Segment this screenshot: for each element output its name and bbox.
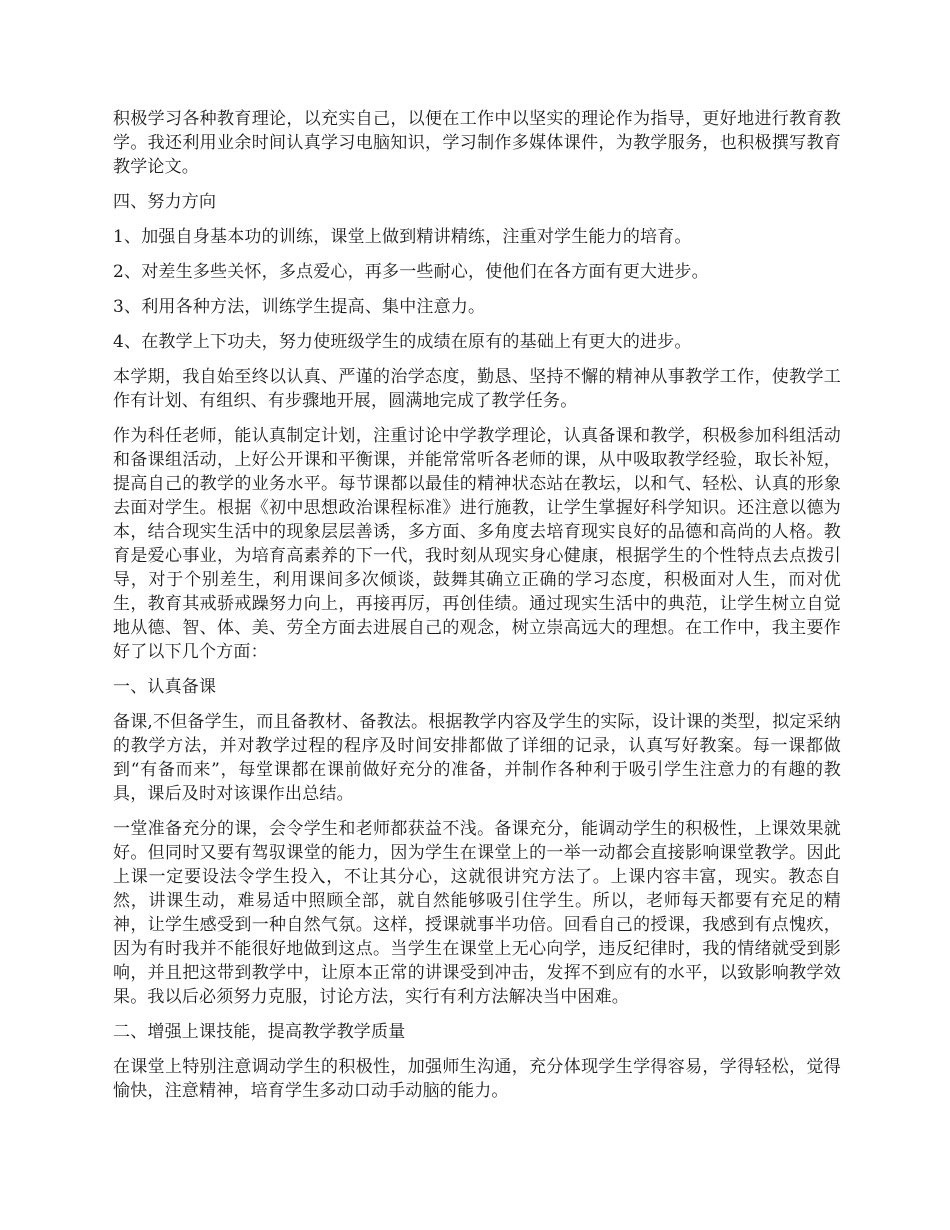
paragraph-classroom-engagement: 在课堂上特别注意调动学生的积极性，加强师生沟通，充分体现学生学得容易，学得轻松，觉得愉快，注意精神，培育学生多动口动手动脑的能力。 [113, 1057, 841, 1101]
heading-teaching-skills: 二、增强上课技能，提高教学教学质量 [113, 1022, 406, 1042]
heading-direction: 四、努力方向 [113, 192, 217, 212]
paragraph-teacher-role: 作为科任老师，能认真制定计划，注重讨论中学教学理论，认真备课和教学，积极参加科组活动和备课组活动，上好公开课和平衡课，并能常常听各老师的课，从中吸取教学经验，取长补短，提高自己的教学的业务水平。每节课都以最佳的精神状态站在教坛，以和气、轻松、认真的形象去面对学生。根据《初中思想政治课程标准》进行施教，让学生掌握好科学知识。还注意以德为本，结合现实生活中的现象层层善诱，多方面、多角度去培育现实良好的品德和高尚的人格。教育是爱心事业，为培育高素养的下一代，我时刻从现实身心健康，根据学生的个性特点去点拨引导，对于个别差生，利用课间多次倾谈，鼓舞其确立正确的学习态度，积极面对人生，而对优生，教育其戒骄戒躁努力向上，再接再厉，再创佳绩。通过现实生活中的典范，让学生树立自觉地从德、智、体、美、劳全方面去进展自己的观念，树立崇高远大的理想。在工作中，我主要作好了以下几个方面： [113, 426, 841, 662]
paragraph-lesson-prep: 备课,不但备学生，而且备教材、备教法。根据教学内容及学生的实际，设计课的类型，拟定采纳的教学方法，并对教学过程的程序及时间安排都做了详细的记录，认真写好教案。每一课都做到“有备而来”，每堂课都在课前做好充分的准备，并制作各种利于吸引学生注意力的有趣的教具，课后及时对该课作出总结。 [113, 712, 842, 804]
paragraph-theory-study: 积极学习各种教育理论，以充实自己，以便在工作中以坚实的理论作为指导，更好地进行教育教学。我还利用业余时间认真学习电脑知识，学习制作多媒体课件，为教学服务，也积极撰写教育教学论文。 [113, 109, 841, 177]
list-item-2: 2、对差生多些关怀，多点爱心，再多一些耐心，使他们在各方面有更大进步。 [113, 262, 709, 282]
paragraph-class-quality: 一堂准备充分的课，会令学生和老师都获益不浅。备课充分，能调动学生的积极性，上课效果就好。但同时又要有驾驭课堂的能力，因为学生在课堂上的一举一动都会直接影响课堂教学。因此上课一定要设法令学生投入，不让其分心，这就很讲究方法了。上课内容丰富，现实。教态自然，讲课生动，难易适中照顾全部，就自然能够吸引住学生。所以，老师每天都要有充足的精神，让学生感受到一种自然气氛。这样，授课就事半功倍。回看自己的授课，我感到有点愧疚，因为有时我并不能很好地做到这点。当学生在课堂上无心向学，违反纪律时，我的情绪就受到影响，并且把这带到教学中，让原本正常的讲课受到冲击，发挥不到应有的水平，以致影响教学效果。我以后必须努力克服，讨论方法，实行有利方法解决当中困难。 [113, 819, 841, 1007]
list-item-4: 4、在教学上下功夫，努力使班级学生的成绩在原有的基础上有更大的进步。 [113, 332, 692, 352]
list-item-1: 1、加强自身基本功的训练，课堂上做到精讲精练，注重对学生能力的培育。 [113, 227, 692, 247]
document-body [113, 107, 841, 1114]
heading-lesson-prep: 一、认真备课 [113, 677, 217, 697]
paragraph-semester-summary: 本学期，我自始至终以认真、严谨的治学态度，勤恳、坚持不懈的精神从事教学工作，使教学工作有计划、有组织、有步骤地开展，圆满地完成了教学任务。 [113, 367, 841, 411]
list-item-3: 3、利用各种方法，训练学生提高、集中注意力。 [113, 297, 486, 317]
